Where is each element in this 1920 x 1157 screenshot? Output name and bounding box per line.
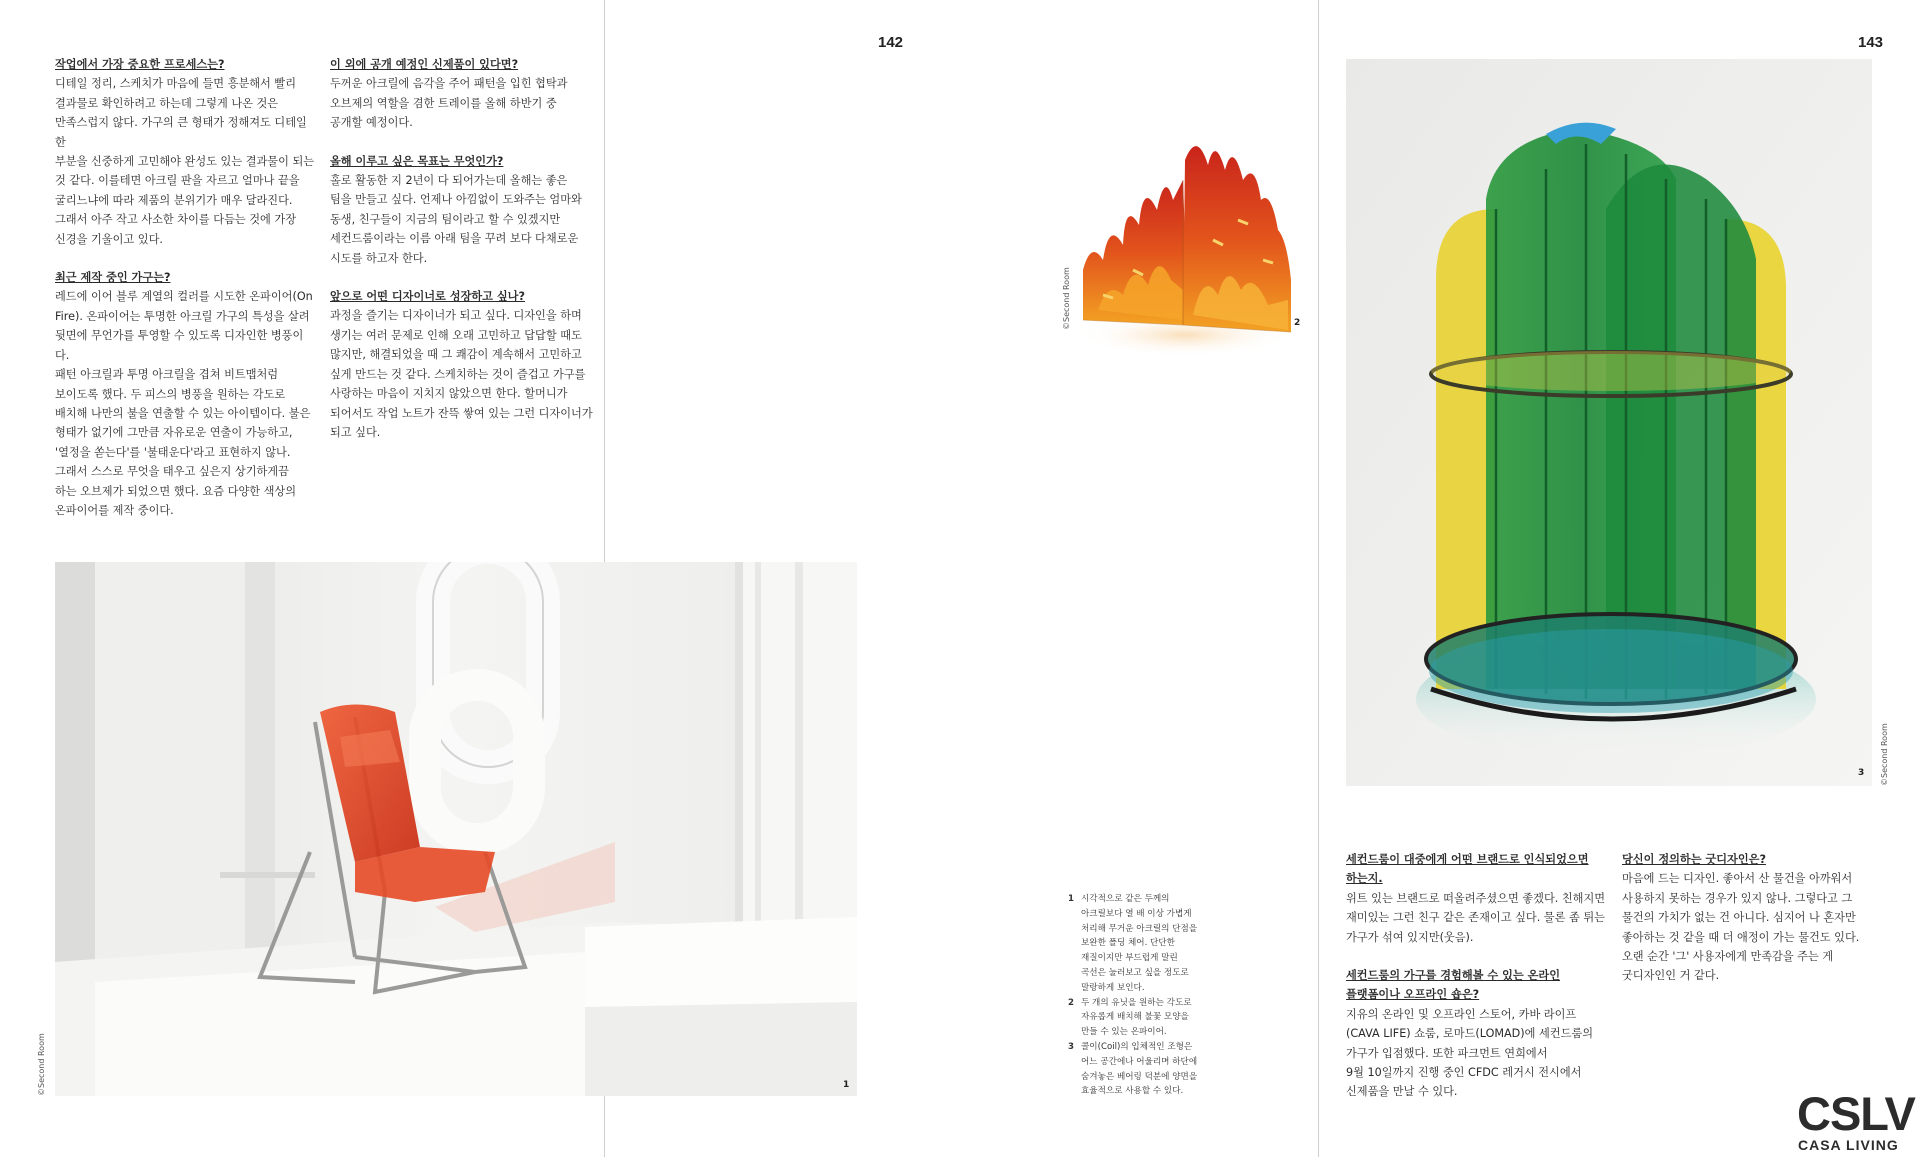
caption-line: 자유롭게 배치해 불꽃 모양을 — [1081, 1012, 1189, 1023]
answer-line: 생기는 여러 문제로 인해 오래 고민하고 답답할 때도 — [330, 328, 582, 342]
question-heading: 플랫폼이나 오프라인 숍은? — [1346, 988, 1480, 1002]
answer-paragraph — [1346, 889, 1616, 947]
answer-line: 지유의 온라인 및 오프라인 스토어, 카바 라이프 — [1346, 1007, 1577, 1021]
caption-line: 콜이(Coil)의 입체적인 조형은 — [1081, 1041, 1193, 1052]
answer-line: 되어서도 작업 노트가 잔뜩 쌓여 있는 그런 디자이너가 — [330, 406, 593, 420]
caption-line: 보완한 폴딩 체어. 단단한 — [1081, 938, 1175, 949]
question-heading: 앞으로 어떤 디자이너로 성장하고 싶나? — [330, 290, 525, 304]
question-heading: 하는지. — [1346, 872, 1383, 886]
photo-captions — [1068, 892, 1228, 1099]
answer-line: 만족스럽지 않다. 가구의 큰 형태가 정해져도 디테일한 — [55, 116, 307, 149]
question-heading: 당신이 정의하는 굿디자인은? — [1622, 853, 1766, 866]
answer-line: 그래서 스스로 무엇을 태우고 싶은지 상기하게끔 — [55, 465, 289, 479]
question-heading: 이 외에 공개 예정인 신제품이 있다면? — [330, 58, 519, 71]
photo-number-2: 2 — [1294, 318, 1301, 328]
answer-line: 공개할 예정이다. — [330, 116, 413, 130]
answer-line: 사용하지 못하는 경우가 있지 않나. 그렇다고 그 — [1622, 891, 1853, 905]
answer-paragraph — [330, 74, 600, 132]
answer-line: 보이도록 했다. 두 피스의 병풍을 원하는 각도로 — [55, 387, 286, 401]
answer-line: 온파이어를 제작 중이다. — [55, 503, 174, 517]
page-divider-right — [1318, 0, 1319, 1157]
caption-line: 처리해 무거운 아크릴의 단점을 — [1081, 923, 1198, 934]
left-page-column-1 — [55, 55, 315, 539]
answer-paragraph — [55, 287, 315, 520]
answer-line: 팀을 만들고 싶다. 언제나 아낌없이 도와주는 엄마와 — [330, 193, 582, 207]
answer-line: 신경을 기울이고 있다. — [55, 232, 163, 246]
answer-line: 좋아하는 것 같을 때 더 애정이 가는 물건도 있다. — [1622, 930, 1860, 944]
answer-line: 오랜 순간 '그' 사용자에게 만족감을 주는 게 — [1622, 950, 1834, 964]
answer-line: 두꺼운 아크릴에 음각을 주어 패턴을 입힌 협탁과 — [330, 77, 568, 91]
caption-item — [1068, 892, 1228, 996]
answer-line: 사랑하는 마음이 지치지 않았으면 한다. 할머니가 — [330, 387, 568, 401]
answer-line: 싶게 만드는 것 같다. 스케치하는 것이 즐겁고 가구를 — [330, 367, 586, 381]
answer-line: 되고 싶다. — [330, 425, 381, 439]
coil-cabinet-photo — [1346, 59, 1872, 786]
answer-line: 가구가 입점했다. 또한 파크먼트 연희에서 — [1346, 1046, 1548, 1060]
answer-line: (CAVA LIFE) 쇼룸, 로마드(LOMAD)에 세컨드룸의 — [1346, 1027, 1594, 1041]
caption-item — [1068, 996, 1228, 1040]
answer-line: 배치해 나만의 불을 연출할 수 있는 아이템이다. 불은 — [55, 406, 311, 420]
answer-line: 신제품을 만날 수 있다. — [1346, 1085, 1458, 1099]
left-page-column-2 — [330, 55, 600, 461]
answer-line: 오브제의 역할을 겸한 트레이를 올해 하반기 중 — [330, 96, 557, 110]
answer-line: '열정을 쏟는다'를 '불태운다'라고 표현하지 않나. — [55, 445, 291, 459]
answer-paragraph — [330, 306, 600, 442]
answer-line: 9월 10일까지 진행 중인 CFDC 레거시 전시에서 — [1346, 1066, 1582, 1080]
photo-credit-1: ©Second Room — [37, 1033, 46, 1096]
answer-line: 패턴 아크릴과 투명 아크릴을 겹쳐 비트맵처럼 — [55, 368, 279, 382]
photo-number-3: 3 — [1858, 768, 1865, 778]
question-heading: 올해 이루고 싶은 목표는 무엇인가? — [330, 154, 504, 168]
question-heading: 세컨드룸이 대중에게 어떤 브랜드로 인식되었으면 — [1346, 853, 1589, 866]
caption-line: 두 개의 유닛을 원하는 각도로 — [1081, 997, 1192, 1008]
answer-line: 재미있는 그런 친구 같은 존재이고 싶다. 물론 좀 튀는 — [1346, 911, 1605, 925]
answer-line: 뒷면에 무언가를 투영할 수 있도록 디자인한 병풍이다. — [55, 329, 304, 362]
answer-line: Fire). 온파이어는 투명한 아크릴 가구의 특성을 살려 — [55, 309, 310, 323]
answer-line: 굴리느냐에 따라 제품의 분위기가 매우 달라진다. — [55, 193, 293, 207]
caption-line: 아크릴보다 열 배 이상 가볍게 — [1081, 908, 1192, 919]
answer-line: 시도를 하고자 한다. — [330, 251, 428, 265]
answer-line: 형태가 없기에 그만큼 자유로운 연출이 가능하고, — [55, 426, 293, 440]
answer-line: 동생, 친구들이 지금의 팀이라고 할 수 있겠지만 — [330, 212, 561, 226]
caption-number: 3 — [1068, 1041, 1074, 1052]
page-number-142: 142 — [878, 34, 904, 51]
photo-credit-3: ©Second Room — [1880, 723, 1889, 786]
caption-number: 1 — [1068, 894, 1074, 904]
brand-name: CASA LIVING — [1798, 1137, 1899, 1153]
answer-paragraph — [55, 74, 315, 249]
answer-paragraph — [1346, 1005, 1616, 1102]
right-page-column-1 — [1346, 850, 1616, 1121]
answer-line: 가구가 섞여 있지만(웃음). — [1346, 930, 1474, 944]
answer-line: 마음에 드는 디자인. 좋아서 산 물건을 아까워서 — [1622, 872, 1853, 886]
answer-line: 세컨드룸이라는 이름 아래 팀을 꾸려 보다 다채로운 — [330, 232, 579, 246]
caption-text — [1081, 1040, 1197, 1099]
answer-line: 부분을 신중하게 고민해야 완성도 있는 결과물이 되는 — [55, 155, 315, 169]
answer-line: 과정을 즐기는 디자이너가 되고 싶다. 디자인을 하며 — [330, 309, 582, 323]
caption-line: 시각적으로 같은 두께의 — [1081, 894, 1170, 904]
right-page-column-2 — [1622, 850, 1892, 1005]
answer-line: 물건의 가치가 없는 건 아니다. 심지어 나 혼자만 — [1622, 911, 1856, 925]
question-heading: 최근 제작 중인 가구는? — [55, 271, 171, 285]
answer-line: 홀로 활동한 지 2년이 다 되어가는데 올해는 좋은 — [330, 174, 568, 188]
caption-line: 어느 공간에나 어울리며 하단에 — [1081, 1056, 1198, 1067]
caption-text — [1081, 996, 1192, 1040]
answer-line: 하는 오브제가 되었으면 했다. 요즘 다양한 색상의 — [55, 484, 297, 498]
caption-line: 말랑하게 보인다. — [1081, 982, 1145, 993]
caption-line: 숨겨놓은 베어링 덕분에 양면을 — [1081, 1071, 1198, 1082]
caption-line: 효율적으로 사용할 수 있다. — [1081, 1086, 1184, 1097]
answer-line: 위트 있는 브랜드로 떠올려주셨으면 좋겠다. 친해지면 — [1346, 891, 1606, 905]
caption-line: 곡선은 눌러보고 싶을 정도로 — [1081, 967, 1189, 978]
answer-line: 그래서 아주 작고 사소한 차이를 다듬는 것에 가장 — [55, 213, 297, 227]
answer-line: 굿디자인인 거 같다. — [1622, 969, 1720, 983]
caption-item — [1068, 1040, 1228, 1099]
answer-line: 디테일 정리, 스케치가 마음에 들면 흥분해서 빨리 — [55, 77, 297, 91]
brand-logo: CSLV — [1797, 1087, 1915, 1140]
answer-paragraph — [330, 171, 600, 268]
caption-text — [1081, 892, 1197, 996]
answer-line: 결과물로 확인하려고 하는데 그렇게 나온 것은 — [55, 96, 279, 110]
answer-line: 많지만, 해결되었을 때 그 쾌감이 계속해서 고민하고 — [330, 348, 582, 362]
photo-credit-2: ©Second Room — [1062, 267, 1071, 330]
chair-photo — [55, 562, 857, 1096]
page-number-143: 143 — [1858, 34, 1884, 51]
caption-line: 재질이지만 부드럽게 말린 — [1081, 953, 1178, 964]
photo-number-1: 1 — [843, 1080, 850, 1090]
caption-number: 2 — [1068, 997, 1074, 1008]
answer-line: 것 같다. 이를테면 아크릴 판을 자르고 얼마나 끝을 — [55, 174, 300, 188]
question-heading: 작업에서 가장 중요한 프로세스는? — [55, 58, 225, 71]
question-heading: 세컨드룸의 가구를 경험해볼 수 있는 온라인 — [1346, 969, 1561, 983]
answer-paragraph — [1622, 869, 1892, 985]
caption-line: 만들 수 있는 온파이어. — [1081, 1027, 1167, 1038]
answer-line: 레드에 이어 블루 계열의 컬러를 시도한 온파이어(On — [55, 290, 313, 304]
on-fire-screen-photo — [1073, 120, 1301, 370]
